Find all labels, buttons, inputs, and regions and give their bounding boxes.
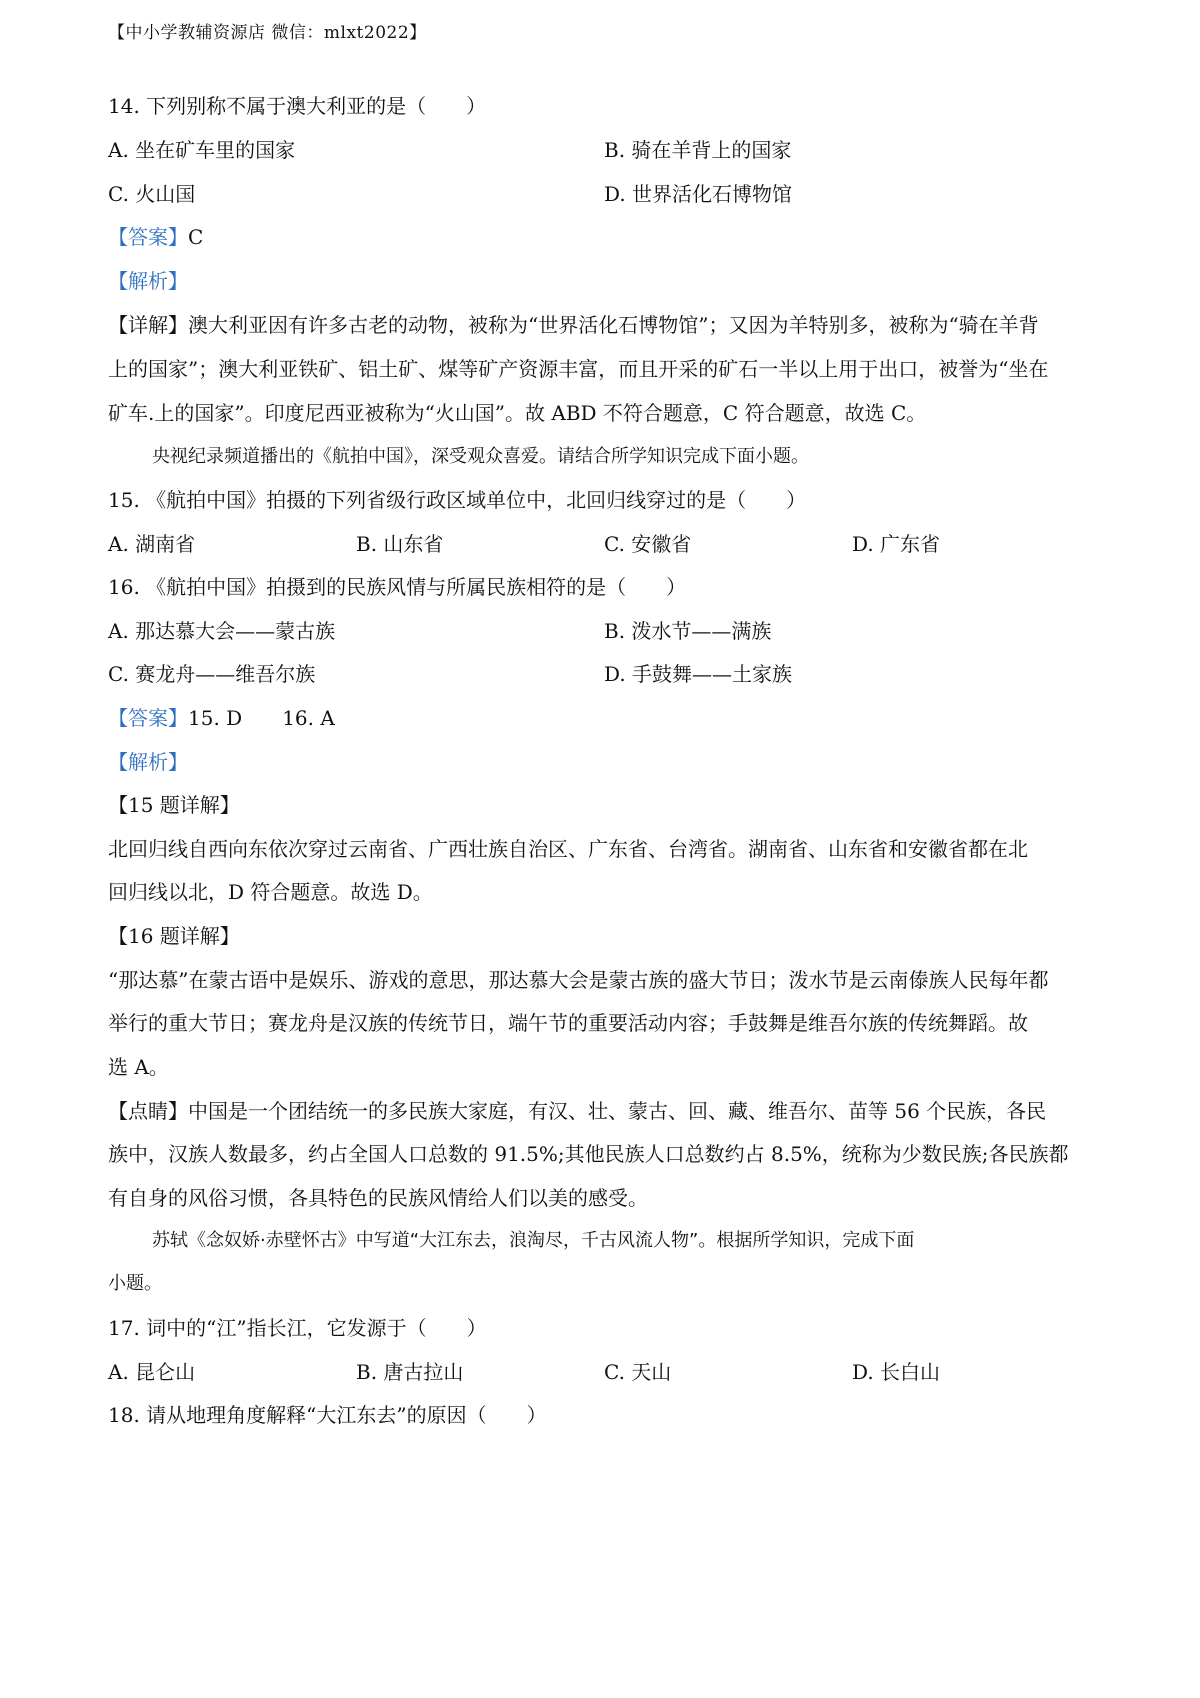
q16-option-c: C. 赛龙舟——维吾尔族 [108, 662, 316, 686]
q14-answer-value: C [188, 225, 204, 249]
q14-option-b: B. 骑在羊背上的国家 [604, 138, 792, 162]
intro-17-18-line-2: 小题。 [108, 1273, 162, 1294]
q16-detail-line-1: “那达慕”在蒙古语中是娱乐、游戏的意思，那达慕大会是蒙古族的盛大节日；泼水节是云南傣族人民每年都 [108, 968, 1049, 992]
tip-text: 中国是一个团结统一的多民族大家庭，有汉、壮、蒙古、回、藏、维吾尔、苗等 56 个民族，各民 [188, 1099, 1047, 1123]
q16-detail-line-3: 选 A。 [108, 1055, 169, 1079]
q15-option-b: B. 山东省 [356, 532, 444, 556]
analysis-label: 解析 [128, 269, 168, 293]
q16-option-d: D. 手鼓舞——土家族 [604, 662, 793, 686]
q17-option-c: C. 天山 [604, 1360, 672, 1384]
q17-stem: 17. 词中的“江”指长江，它发源于（ ） [108, 1316, 487, 1340]
q15-16-answer-value: 15. D 16. A [188, 706, 335, 730]
detail-heading: 【详解】 [108, 313, 188, 337]
q14-option-c: C. 火山国 [108, 182, 196, 206]
intro-17-18-line-1: 苏轼《念奴娇·赤壁怀古》中写道“大江东去，浪淘尽，千古风流人物”。根据所学知识，完成下面 [152, 1230, 915, 1251]
q15-option-d: D. 广东省 [852, 532, 941, 556]
q15-option-a: A. 湖南省 [108, 532, 196, 556]
q14-analysis-heading: 【解析】 [108, 269, 188, 293]
q14-stem: 14. 下列别称不属于澳大利亚的是（ ） [108, 94, 487, 118]
q16-detail-heading: 【16 题详解】 [108, 924, 240, 948]
q16-option-b: B. 泼水节——满族 [604, 619, 772, 643]
q14-answer: 【答案】C [108, 225, 204, 249]
q15-detail-line-1: 北回归线自西向东依次穿过云南省、广西壮族自治区、广东省、台湾省。湖南省、山东省和安徽省都在北 [108, 837, 1028, 861]
answer-label: 答案 [128, 225, 168, 249]
tip-line-3: 有自身的风俗习惯，各具特色的民族风情给人们以美的感受。 [108, 1186, 648, 1210]
q17-option-b: B. 唐古拉山 [356, 1360, 464, 1384]
q15-option-c: C. 安徽省 [604, 532, 692, 556]
q16-detail-line-2: 举行的重大节日；赛龙舟是汉族的传统节日，端午节的重要活动内容；手鼓舞是维吾尔族的传统舞蹈。故 [108, 1011, 1028, 1035]
q15-detail-line-2: 回归线以北，D 符合题意。故选 D。 [108, 880, 433, 904]
tip-line-2: 族中，汉族人数最多，约占全国人口总数的 91.5%;其他民族人口总数约占 8.5%，统称为少数民族;各民族都 [108, 1142, 1069, 1166]
page-header-watermark: 【中小学教辅资源店 微信：mlxt2022】 [108, 23, 427, 43]
q14-option-d: D. 世界活化石博物馆 [604, 182, 793, 206]
q14-option-a: A. 坐在矿车里的国家 [108, 138, 296, 162]
q16-stem: 16. 《航拍中国》拍摄到的民族风情与所属民族相符的是（ ） [108, 575, 687, 599]
detail-text: 澳大利亚因有许多古老的动物，被称为“世界活化石博物馆”；又因为羊特别多，被称为“骑在羊背 [188, 313, 1039, 337]
q15-stem: 15. 《航拍中国》拍摄的下列省级行政区域单位中，北回归线穿过的是（ ） [108, 488, 807, 512]
answer-label: 答案 [128, 706, 168, 730]
intro-15-16: 央视纪录频道播出的《航拍中国》，深受观众喜爱。请结合所学知识完成下面小题。 [152, 446, 809, 467]
q14-detail-line-2: 上的国家”；澳大利亚铁矿、铝土矿、煤等矿产资源丰富，而且开采的矿石一半以上用于出口，被誉为“坐在 [108, 357, 1049, 381]
q17-option-d: D. 长白山 [852, 1360, 941, 1384]
analysis-label: 解析 [128, 750, 168, 774]
q14-detail-line-1 [108, 311, 1102, 339]
q15-16-answer: 【答案】15. D 16. A [108, 706, 335, 730]
q17-option-a: A. 昆仑山 [108, 1360, 196, 1384]
q15-detail-heading: 【15 题详解】 [108, 793, 240, 817]
tip-heading: 【点睛】 [108, 1099, 188, 1123]
q16-option-a: A. 那达慕大会——蒙古族 [108, 619, 336, 643]
tip-line-1 [108, 1097, 1102, 1125]
q18-stem: 18. 请从地理角度解释“大江东去”的原因（ ） [108, 1403, 547, 1427]
q15-16-analysis-heading: 【解析】 [108, 750, 188, 774]
q14-detail-line-3: 矿车.上的国家”。印度尼西亚被称为“火山国”。故 ABD 不符合题意，C 符合题意，故选 C。 [108, 401, 927, 425]
